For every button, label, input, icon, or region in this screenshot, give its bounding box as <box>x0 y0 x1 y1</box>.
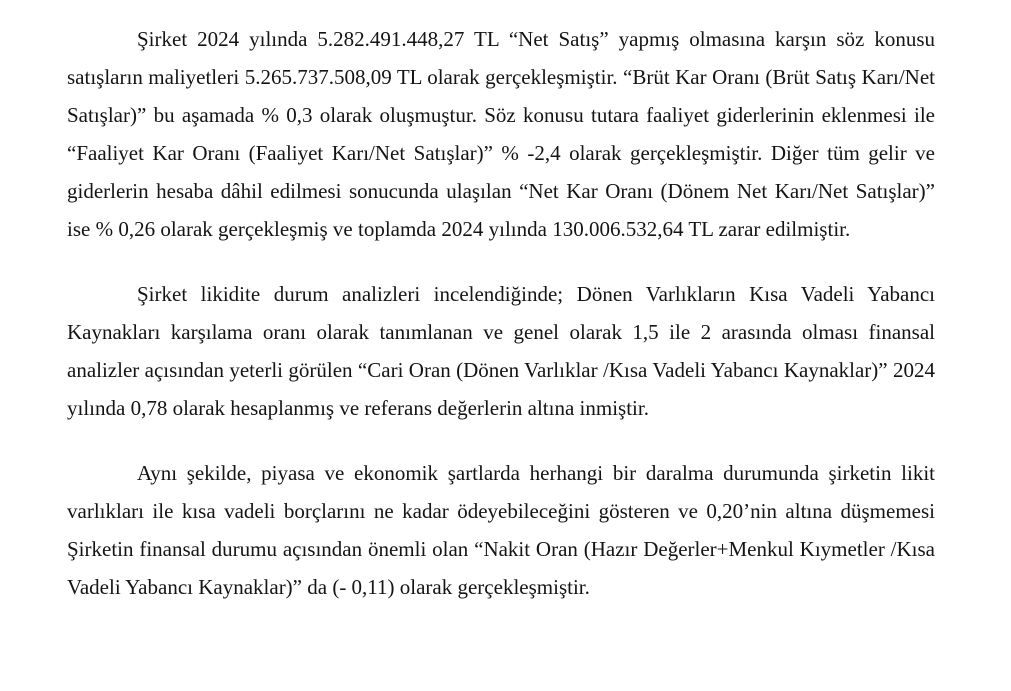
paragraph-cash-ratio: Aynı şekilde, piyasa ve ekonomik şartlarda herhangi bir daralma durumunda şirketin likit varlıkları ile kısa vadeli borçlarını ne kadar ödeyebileceğini gösteren ve 0,20’nin altına düşmemesi Şirketin finansal durumu açısından önemli olan “Nakit Oran (Hazır Değerler+Menkul Kıymetler /Kısa Vadeli Yabancı Kaynaklar)” da (- 0,11) olarak gerçekleşmiştir. <box>67 461 935 599</box>
paragraph-liquidity-current-ratio: Şirket likidite durum analizleri incelendiğinde; Dönen Varlıkların Kısa Vadeli Yabancı Kaynakları karşılama oranı olarak tanımlanan ve genel olarak 1,5 ile 2 arasında olması finansal analizler açısından yeterli görülen “Cari Oran (Dönen Varlıklar /Kısa Vadeli Yabancı Kaynaklar)” 2024 yılında 0,78 olarak hesaplanmış ve referans değerlerin altına inmiştir. <box>67 282 935 420</box>
paragraph-profitability-analysis: Şirket 2024 yılında 5.282.491.448,27 TL “Net Satış” yapmış olmasına karşın söz konusu satışların maliyetleri 5.265.737.508,09 TL olarak gerçekleşmiştir. “Brüt Kar Oranı (Brüt Satış Karı/Net Satışlar)” bu aşamada % 0,3 olarak oluşmuştur. Söz konusu tutara faaliyet giderlerinin eklenmesi ile “Faaliyet Kar Oranı (Faaliyet Karı/Net Satışlar)” % -2,4 olarak gerçekleşmiştir. Diğer tüm gelir ve giderlerin hesaba dâhil edilmesi sonucunda ulaşılan “Net Kar Oranı (Dönem Net Karı/Net Satışlar)” ise % 0,26 olarak gerçekleşmiş ve toplamda 2024 yılında 130.006.532,64 TL zarar edilmiştir. <box>67 27 935 241</box>
